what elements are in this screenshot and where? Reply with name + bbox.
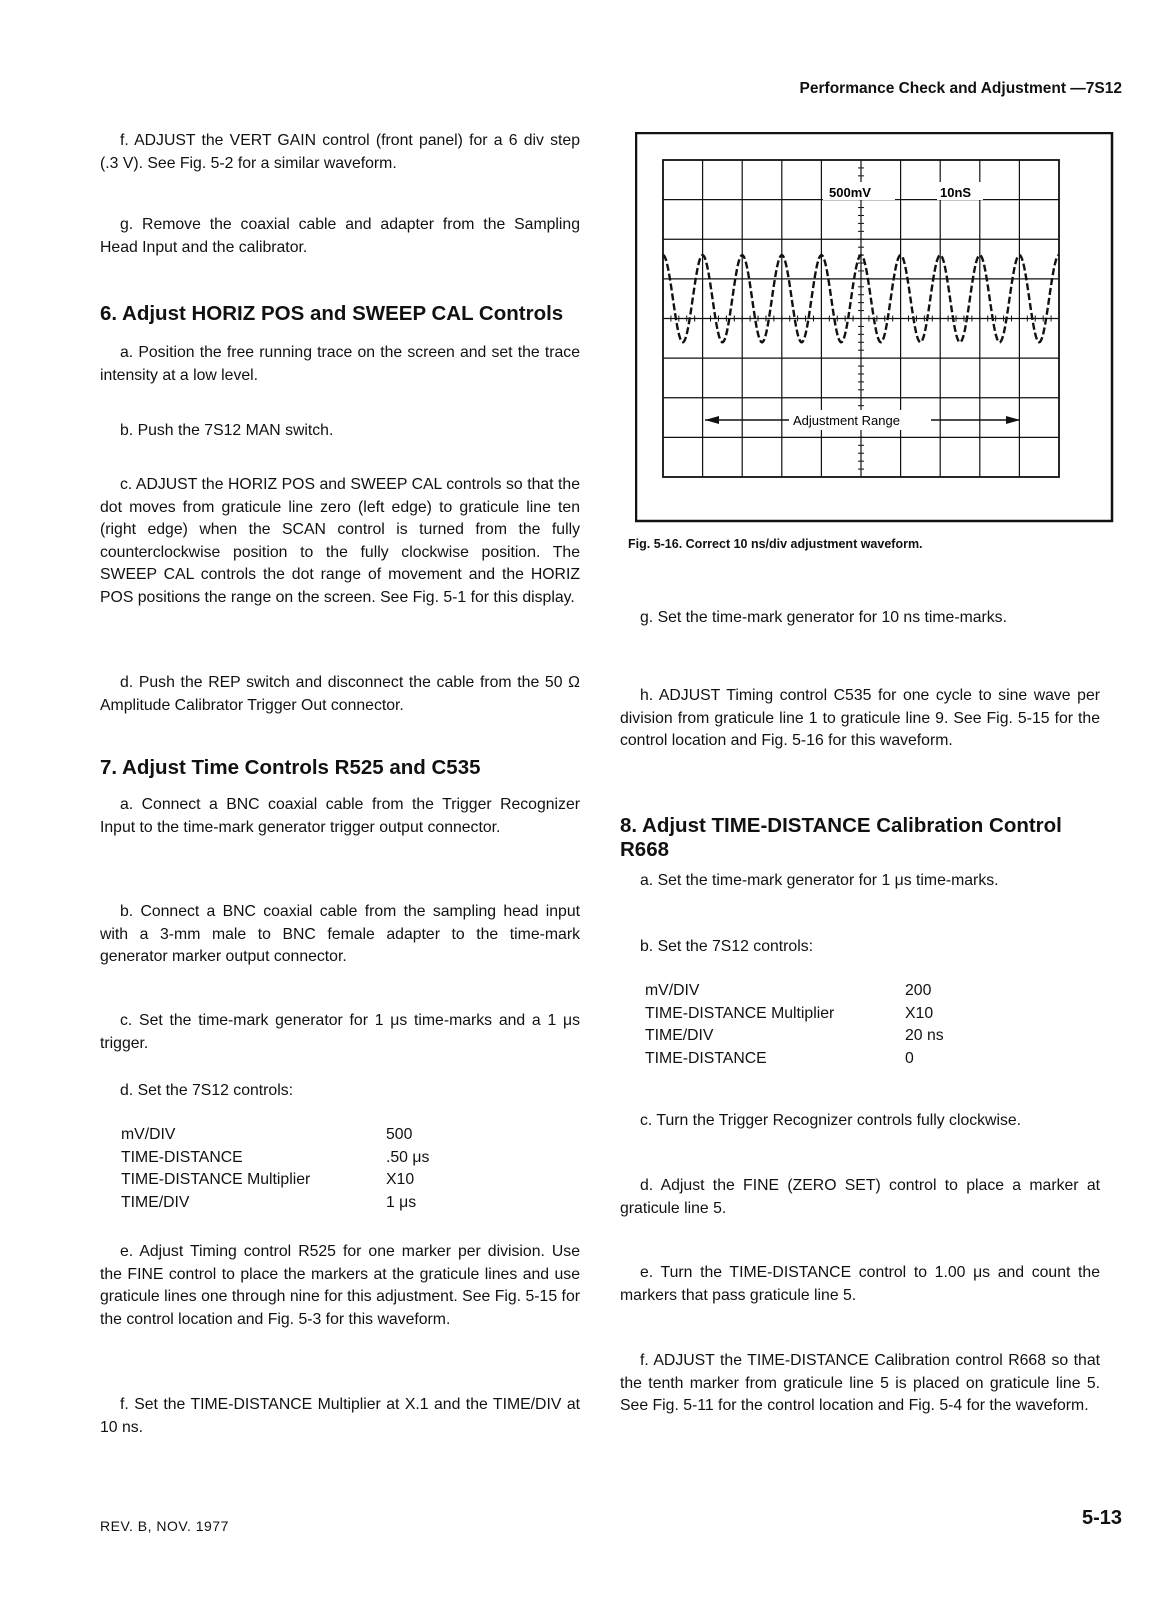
table-row	[121, 1169, 429, 1192]
control-value: 1 μs	[386, 1193, 417, 1211]
control-label: TIME-DISTANCE	[645, 1049, 767, 1067]
section-7-step-f: f. Set the TIME-DISTANCE Multiplier at X.1 and the TIME/DIV at 10 ns.	[100, 1396, 580, 1436]
section-7-step-c: c. Set the time-mark generator for 1 μs time-marks and a 1 μs trigger.	[100, 1012, 580, 1052]
section-8-step-c: c. Turn the Trigger Recognizer controls fully clockwise.	[640, 1112, 1022, 1129]
control-value: X10	[386, 1171, 415, 1188]
table-row	[645, 1048, 944, 1071]
table-row	[645, 1025, 944, 1048]
section-7-heading: 7. Adjust Time Controls R525 and C535	[100, 756, 481, 779]
section-8-step-d: d. Adjust the FINE (ZERO SET) control to place a marker at graticule line 5.	[620, 1177, 1100, 1217]
section-8-step-a: a. Set the time-mark generator for 1 μs time-marks.	[640, 872, 999, 889]
section-6-step-c: c. ADJUST the HORIZ POS and SWEEP CAL controls so that the dot moves from graticule line zero (left edge) to graticule line ten (right edge) when the SCAN control is turned from the fully counterclockwise position to the fully clockwise position. The SWEEP CAL controls the dot range of movement and the HORIZ POS positions the range on the screen. See Fig. 5-1 for this display.	[100, 476, 580, 606]
section-8-step-f: f. ADJUST the TIME-DISTANCE Calibration control R668 so that the tenth marker from graticule line 5 is placed on graticule line 5. See Fig. 5-11 for the control location and Fig. 5-4 for the waveform.	[620, 1352, 1100, 1414]
control-value: X10	[905, 1004, 934, 1022]
oscilloscope-figure	[635, 132, 1117, 524]
control-value: 200	[905, 982, 932, 999]
section-8-step-b: b. Set the 7S12 controls:	[640, 938, 813, 955]
section-6-step-d: d. Push the REP switch and disconnect the cable from the 50 Ω Amplitude Calibrator Trigger Out connector.	[100, 674, 580, 714]
section-8-heading: 8. Adjust TIME-DISTANCE Calibration Control R668	[620, 814, 1062, 861]
control-value: 20 ns	[905, 1027, 944, 1044]
table-row	[645, 1003, 944, 1026]
control-value: 0	[905, 1049, 914, 1067]
section-7-step-g: g. Set the time-mark generator for 10 ns time-marks.	[640, 609, 1007, 626]
adjustment-range-label: Adjustment Range	[793, 413, 900, 428]
section-7-controls-table	[121, 1124, 429, 1214]
step-f-vert-gain: f. ADJUST the VERT GAIN control (front panel) for a 6 div step (.3 V). See Fig. 5-2 for a similar waveform.	[100, 132, 580, 172]
control-value: .50 μs	[386, 1148, 430, 1166]
section-6-step-b: b. Push the 7S12 MAN switch.	[120, 422, 334, 439]
page-number: 5-13	[1081, 1507, 1122, 1529]
time-per-div-label: 10nS	[940, 185, 972, 200]
table-row	[121, 1147, 429, 1170]
section-7-step-e: e. Adjust Timing control R525 for one marker per division. Use the FINE control to place the markers at the graticule lines and use graticule lines one through nine for this adjustment. See Fig. 5-15 for the control location and Fig. 5-3 for this waveform.	[100, 1243, 580, 1328]
waveform-graticule	[635, 132, 1117, 524]
left-arrow-icon	[705, 416, 719, 424]
control-label: mV/DIV	[645, 982, 700, 999]
table-row	[121, 1124, 429, 1147]
right-arrow-icon	[1006, 416, 1020, 424]
running-head: Performance Check and Adjustment —7S12	[799, 80, 1122, 97]
control-label: mV/DIV	[121, 1126, 176, 1143]
section-6-step-a: a. Position the free running trace on the screen and set the trace intensity at a low level.	[100, 344, 580, 384]
section-7-step-b: b. Connect a BNC coaxial cable from the sampling head input with a 3-mm male to BNC female adapter to the time-mark generator marker output connector.	[100, 903, 580, 965]
figure-caption: Fig. 5-16. Correct 10 ns/div adjustment waveform.	[628, 537, 923, 551]
control-label: TIME-DISTANCE	[121, 1148, 243, 1166]
section-8-controls-table	[645, 980, 944, 1070]
section-6-heading: 6. Adjust HORIZ POS and SWEEP CAL Controls	[100, 302, 564, 325]
table-row	[121, 1192, 429, 1215]
control-value: 500	[386, 1126, 413, 1143]
table-row	[645, 980, 944, 1003]
section-7-step-a: a. Connect a BNC coaxial cable from the Trigger Recognizer Input to the time-mark generator trigger output connector.	[100, 796, 580, 836]
control-label: TIME-DISTANCE Multiplier	[645, 1004, 835, 1022]
section-8-step-e: e. Turn the TIME-DISTANCE control to 1.00 μs and count the markers that pass graticule line 5.	[620, 1264, 1100, 1304]
revision-footer: REV. B, NOV. 1977	[100, 1518, 229, 1534]
control-label: TIME/DIV	[645, 1027, 714, 1044]
control-label: TIME-DISTANCE Multiplier	[121, 1171, 311, 1188]
volts-per-div-label: 500mV	[829, 185, 871, 200]
section-7-step-d: d. Set the 7S12 controls:	[120, 1082, 293, 1099]
control-label: TIME/DIV	[121, 1193, 190, 1211]
step-g-remove-cable: g. Remove the coaxial cable and adapter from the Sampling Head Input and the calibrator.	[100, 216, 580, 256]
section-7-step-h: h. ADJUST Timing control C535 for one cycle to sine wave per division from graticule line 1 to graticule line 9. See Fig. 5-15 for the control location and Fig. 5-16 for this waveform.	[620, 687, 1100, 749]
